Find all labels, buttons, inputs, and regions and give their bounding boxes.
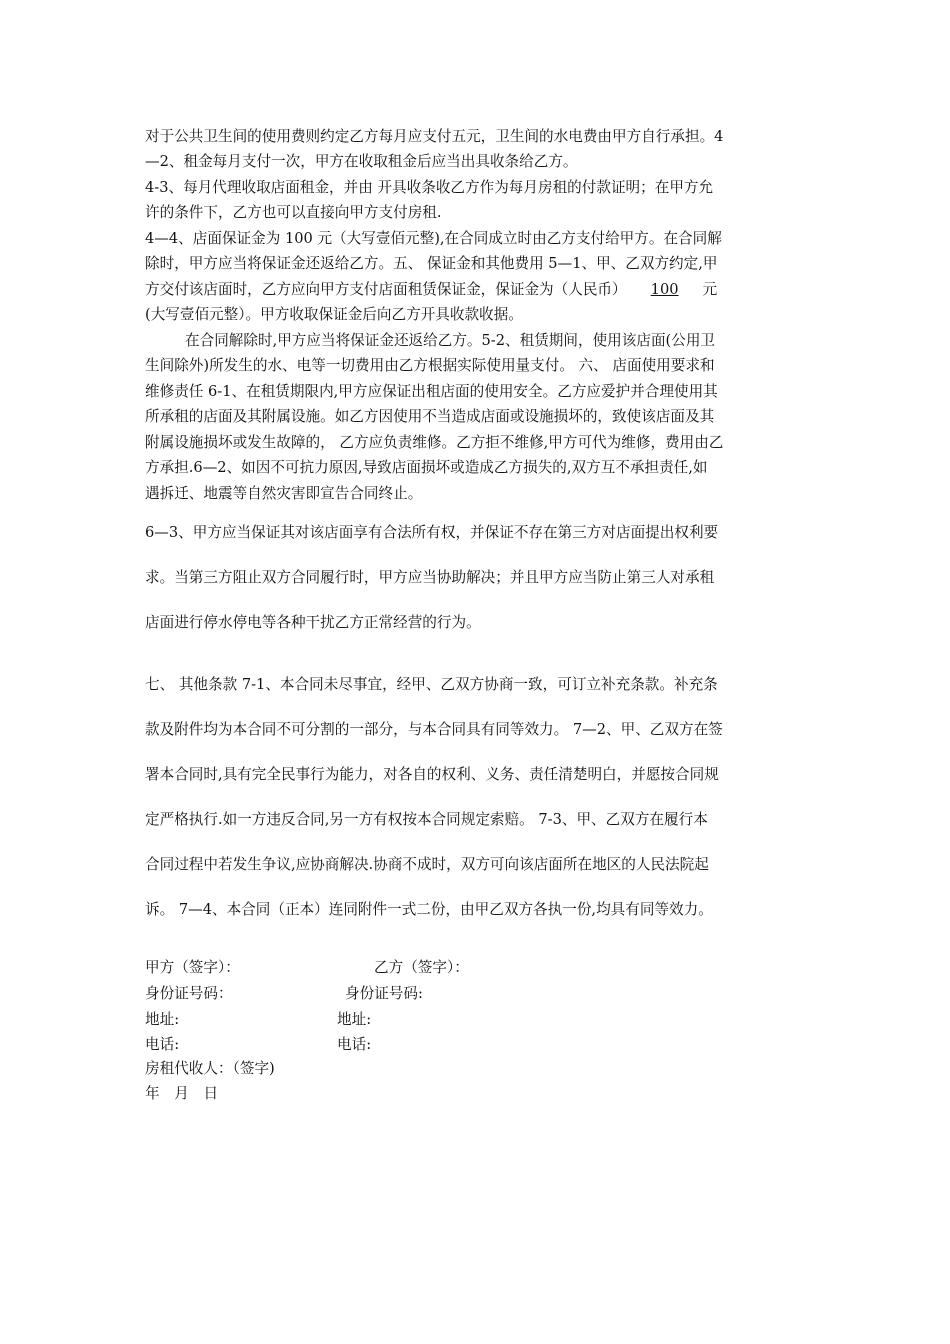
contract-line: 遇拆迁、地震等自然灾害即宣告合同终止。 — [145, 485, 423, 502]
contract-line: 诉。 7—4、本合同（正本）连同附件一式二份，由甲乙双方各执一份,均具有同等效力。 — [145, 901, 713, 918]
party-a-address-label: 地址: — [145, 1011, 180, 1028]
contract-line: 店面进行停水停电等各种干扰乙方正常经营的行为。 — [145, 614, 481, 631]
party-a-signature-label: 甲方（签字）： — [145, 959, 240, 976]
contract-line: 6—3、甲方应当保证其对该店面享有合法所有权，并保证不存在第三方对店面提出权利要 — [145, 524, 719, 541]
party-b-address-label: 地址: — [337, 1011, 372, 1028]
contract-text: 方交付该店面时，乙方应向甲方支付店面租赁保证金，保证金为（人民币） — [145, 281, 627, 298]
party-a-phone-label: 电话: — [145, 1036, 180, 1053]
contract-line: 在合同解除时,甲方应当将保证金还返给乙方。5-2、租赁期间，使用该店面(公用卫 — [185, 332, 716, 349]
contract-line: 4-3、每月代理收取店面租金，并由 开具收条收乙方作为每月房租的付款证明；在甲方允 — [145, 179, 714, 196]
deposit-amount: 100 — [650, 281, 679, 298]
contract-line: 七、 其他条款 7-1、本合同未尽事宜，经甲、乙双方协商一致，可订立补充条款。补充条 — [145, 676, 718, 693]
contract-line: 定严格执行.如一方违反合同,另一方有权按本合同规定索赔。 7-3、甲、乙双方在履行本 — [145, 811, 708, 828]
party-b-id-label: 身份证号码: — [345, 985, 423, 1002]
contract-line: 许的条件下，乙方也可以直接向甲方支付房租. — [145, 204, 442, 221]
deposit-line — [145, 280, 717, 300]
contract-line: (大写壹佰元整）。甲方收取保证金后向乙方开具收款收据。 — [145, 306, 523, 323]
contract-line: 除时，甲方应当将保证金还返给乙方。五、 保证金和其他费用 5—1、甲、乙双方约定,甲 — [145, 255, 718, 272]
contract-line: 附属设施损坏或发生故障的， 乙方应负责维修。乙方拒不维修,甲方可代为维修，费用由乙 — [145, 434, 724, 451]
contract-line: 合同过程中若发生争议,应协商解决.协商不成时，双方可向该店面所在地区的人民法院起 — [145, 856, 709, 873]
contract-line: 方承担.6—2、如因不可抗力原因,导致店面损坏或造成乙方损失的,双方互不承担责任,如 — [145, 459, 708, 476]
party-a-id-label: 身份证号码： — [145, 985, 233, 1002]
contract-line: 4—4、店面保证金为 100 元（大写壹佰元整),在合同成立时由乙方支付给甲方。在合同解 — [145, 230, 722, 247]
contract-line: 维修责任 6-1、在租赁期限内,甲方应保证出租店面的使用安全。乙方应爱护并合理使用其 — [145, 383, 718, 400]
date-label: 年 月 日 — [145, 1085, 219, 1102]
party-b-phone-label: 电话: — [337, 1036, 372, 1053]
contract-line: 求。当第三方阻止双方合同履行时，甲方应当协助解决；并且甲方应当防止第三人对承租 — [145, 569, 715, 586]
contract-line: 所承租的店面及其附属设施。如乙方因使用不当造成店面或设施损坏的，致使该店面及其 — [145, 408, 715, 425]
party-b-signature-label: 乙方（签字）： — [374, 959, 469, 976]
contract-line: 署本合同时,具有完全民事行为能力，对各自的权利、义务、责任清楚明白，并愿按合同规 — [145, 766, 719, 783]
contract-line: 生间除外)所发生的水、电等一切费用由乙方根据实际使用量支付。 六、 店面使用要求和 — [145, 357, 715, 374]
contract-line: 款及附件均为本合同不可分割的一部分，与本合同具有同等效力。 7—2、甲、乙双方在签 — [145, 721, 723, 738]
contract-line: 对于公共卫生间的使用费则约定乙方每月应支付五元，卫生间的水电费由甲方自行承担。4 — [145, 128, 724, 145]
rent-collector-label: 房租代收人：（签字) — [145, 1060, 275, 1077]
deposit-unit: 元 — [702, 281, 718, 298]
contract-line: —2、租金每月支付一次，甲方在收取租金后应当出具收条给乙方。 — [145, 153, 578, 170]
